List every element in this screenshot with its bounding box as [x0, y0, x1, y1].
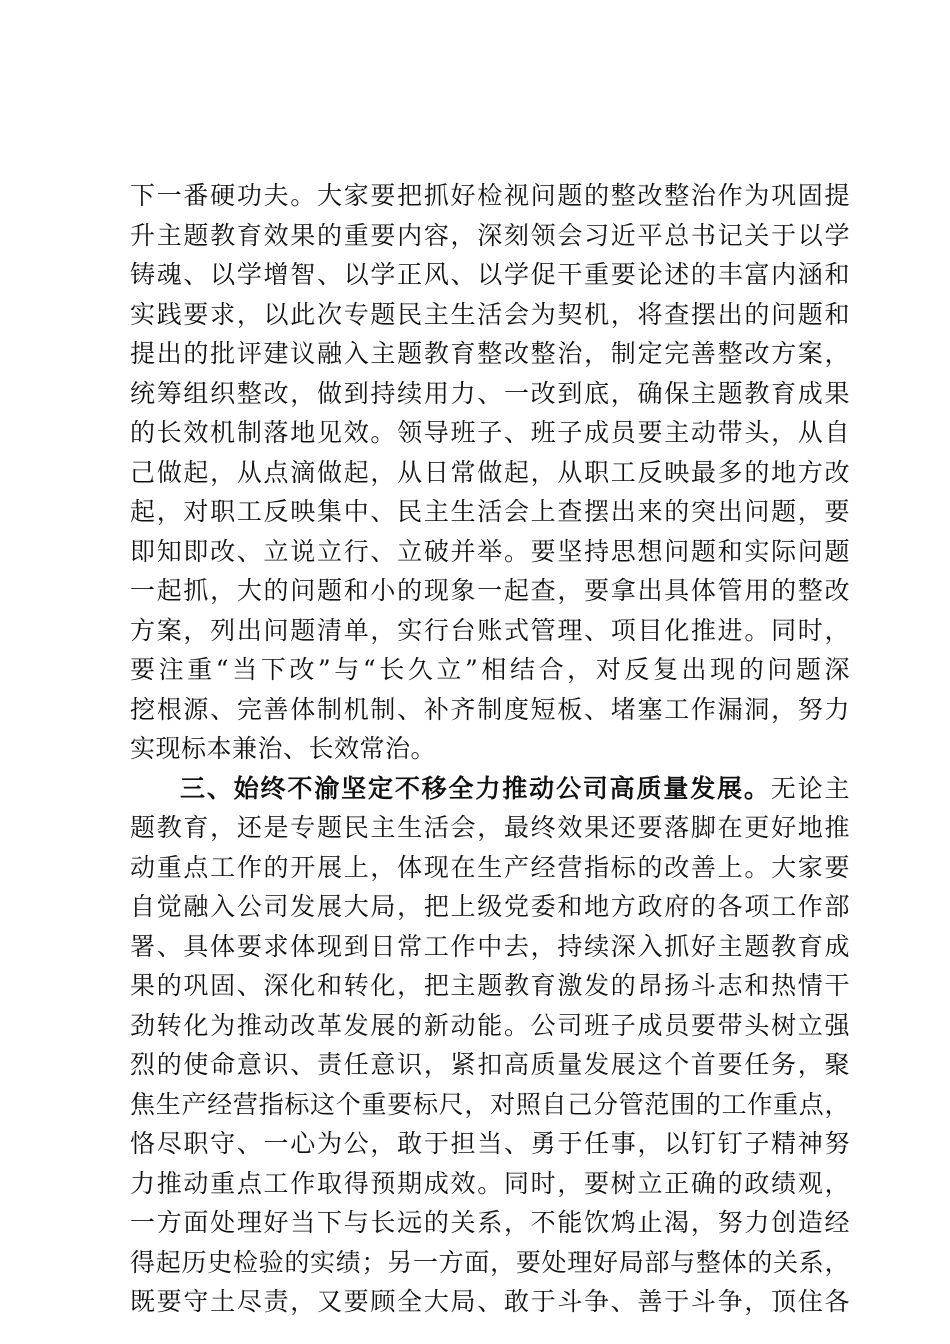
text-line: 起，对职工反映集中、民主生活会上查摆出来的突出问题，要	[130, 497, 850, 526]
text-line: 一方面处理好当下与长远的关系，不能饮鸩止渴，努力创造经	[130, 1208, 850, 1237]
text-line: 己做起，从点滴做起，从日常做起，从职工反映最多的地方改	[130, 457, 850, 487]
text-line: 既要守土尽责，又要顾全大局、敢于斗争、善于斗争，顶住各	[130, 1287, 850, 1316]
text-line: 力推动重点工作取得预期成效。同时，要树立正确的政绩观，	[130, 1168, 850, 1198]
text-line: 劲转化为推动改革发展的新动能。公司班子成员要带头树立强	[130, 1010, 850, 1040]
text-line: 得起历史检验的实绩；另一方面，要处理好局部与整体的关系，	[130, 1247, 850, 1277]
text-line: 题教育，还是专题民主生活会，最终效果还要落脚在更好地推	[130, 813, 850, 842]
text-line: 挖根源、完善体制机制、补齐制度短板、堵塞工作漏洞，努力	[130, 694, 850, 724]
text-line: 恪尽职守、一心为公，敢于担当、勇于任事，以钉钉子精神努	[130, 1129, 850, 1158]
text-line: 烈的使命意识、责任意识，紧扣高质量发展这个首要任务，聚	[130, 1050, 850, 1079]
text-line: 自觉融入公司发展大局，把上级党委和地方政府的各项工作部	[130, 892, 850, 921]
text-line: 实践要求，以此次专题民主生活会为契机，将查摆出的问题和	[130, 299, 850, 329]
section-heading: 三、始终不渝坚定不移全力推动公司高质量发展。	[180, 773, 771, 803]
text-line: 统筹组织整改，做到持续用力、一改到底，确保主题教育成果	[130, 378, 850, 408]
text-line: 升主题教育效果的重要内容，深刻领会习近平总书记关于以学	[130, 220, 850, 250]
text-line: 实现标本兼治、长效常治。	[130, 734, 437, 763]
text-line: 焦生产经营指标这个重要标尺，对照自己分管范围的工作重点，	[130, 1089, 850, 1119]
text-line: 署、具体要求体现到日常工作中去，持续深入抓好主题教育成	[130, 931, 850, 961]
heading-line-rest: 无论主	[770, 773, 850, 803]
text-line: 铸魂、以学增智、以学正风、以学促干重要论述的丰富内涵和	[130, 260, 850, 289]
text-line: 即知即改、立说立行、立破并举。要坚持思想问题和实际问题	[130, 536, 850, 566]
text-line: 方案，列出问题清单，实行台账式管理、项目化推进。同时，	[130, 615, 850, 645]
document-body	[130, 176, 850, 1322]
text-line: 一起抓，大的问题和小的现象一起查，要拿出具体管用的整改	[130, 576, 850, 605]
text-line: 动重点工作的开展上，体现在生产经营指标的改善上。大家要	[130, 852, 850, 882]
text-line: 下一番硬功夫。大家要把抓好检视问题的整改整治作为巩固提	[130, 181, 850, 210]
text-line: 要注重“当下改”与“长久立”相结合，对反复出现的问题深	[130, 655, 850, 684]
text-line: 果的巩固、深化和转化，把主题教育激发的昂扬斗志和热情干	[130, 971, 850, 1000]
text-line: 提出的批评建议融入主题教育整改整治，制定完善整改方案，	[130, 339, 850, 368]
paragraph-1	[130, 176, 850, 769]
paragraph-2	[130, 769, 850, 1322]
section-heading-line	[130, 769, 850, 809]
text-line: 的长效机制落地见效。领导班子、班子成员要主动带头，从自	[130, 418, 850, 447]
